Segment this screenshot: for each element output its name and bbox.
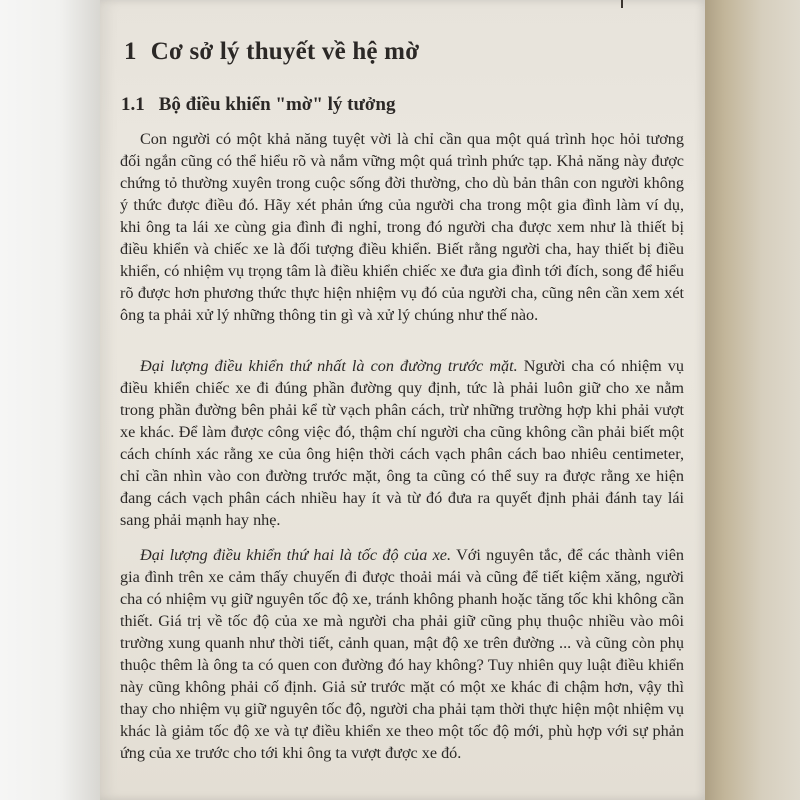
paragraph-1-text: Con người có một khả năng tuyệt vời là chỉ cần qua một quá trình học hỏi tương đối ngắn cũng có thể hiểu rõ và nắm vững một quá trình phức tạp. Khả năng này được chứng tỏ thường xuyên trong cuộc sống đời thường, cho dù bản thân con người không ý thức được điều đó. Hãy xét phản ứng của người cha trong một gia đình làm ví dụ, khi ông ta lái xe cùng gia đình đi nghỉ, trong đó người cha được xem như là thiết bị điều khiển và chiếc xe là đối tượng điều khiển. Biết rằng người cha, hay thiết bị điều khiển, có nhiệm vụ trọng tâm là điều khiển chiếc xe đưa gia đình tới đích, song để hiểu rõ được hơn phương thức thực hiện nhiệm vụ đó của người cha, cũng nên cần xem xét ông ta phải xử lý những thông tin gì và xử lý chúng như thế nào. — [120, 130, 684, 324]
paragraph-1 — [120, 128, 684, 326]
chapter-heading — [124, 38, 419, 66]
chapter-title: Cơ sở lý thuyết về hệ mờ — [150, 38, 420, 65]
section-title: Bộ điều khiển "mờ" lý tưởng — [158, 94, 396, 115]
paragraph-2 — [120, 355, 684, 531]
paragraph-3 — [120, 544, 684, 764]
chapter-number: 1 — [124, 38, 137, 65]
section-number: 1.1 — [121, 94, 145, 115]
paragraph-3-lead: Đại lượng điều khiển thứ hai là tốc độ của xe. — [140, 546, 452, 564]
paragraph-2-lead: Đại lượng điều khiển thứ nhất là con đường trước mặt. — [140, 357, 518, 375]
section-heading — [121, 94, 395, 116]
page-corner-mark — [621, 0, 623, 8]
paragraph-2-text: Người cha có nhiệm vụ điều khiển chiếc xe đi đúng phần đường quy định, tức là phải luôn giữ cho xe nằm trong phần đường bên phải kể từ vạch phân cách, trừ những trường hợp khi phải vượt xe khác. Để làm được công việc đó, thậm chí người cha cũng không cần phải biết một cách chính xác rằng xe của ông hiện thời cách vạch phân cách bao nhiêu centimeter, chỉ cần nhìn vào con đường trước mặt, ông ta cũng có thể suy ra được rằng xe hiện đang cách vạch phân cách nhiều hay ít và từ đó đưa ra quyết định phải đánh tay lái sang phải mạnh hay nhẹ. — [120, 357, 684, 529]
paragraph-3-text: Với nguyên tắc, để các thành viên gia đình trên xe cảm thấy chuyến đi được thoải mái và cũng để tiết kiệm xăng, người cha có nhiệm vụ giữ nguyên tốc độ xe, tránh không phanh hoặc tăng tốc khi không cần thiết. Giá trị về tốc độ của xe mà người cha phải giữ cũng phụ thuộc nhiều vào môi trường xung quanh như thời tiết, cảnh quan, mật độ xe trên đường ... và cũng còn phụ thuộc thêm là ông ta có quen con đường đó hay không? Tuy nhiên quy luật điều khiển này cũng không phải cố định. Giả sử trước mặt có một xe khác đi chậm hơn, vậy thì thay cho nhiệm vụ giữ nguyên tốc độ, người cha phải tạm thời thực hiện một nhiệm vụ khác là giảm tốc độ xe và tự điều khiển xe theo một tốc độ mới, phù hợp với sự phản ứng của xe trước cho tới khi ông ta vượt được xe đó. — [120, 546, 684, 762]
background-left — [0, 0, 100, 800]
page-content — [100, 0, 705, 800]
page-edge-bleed — [705, 0, 800, 800]
